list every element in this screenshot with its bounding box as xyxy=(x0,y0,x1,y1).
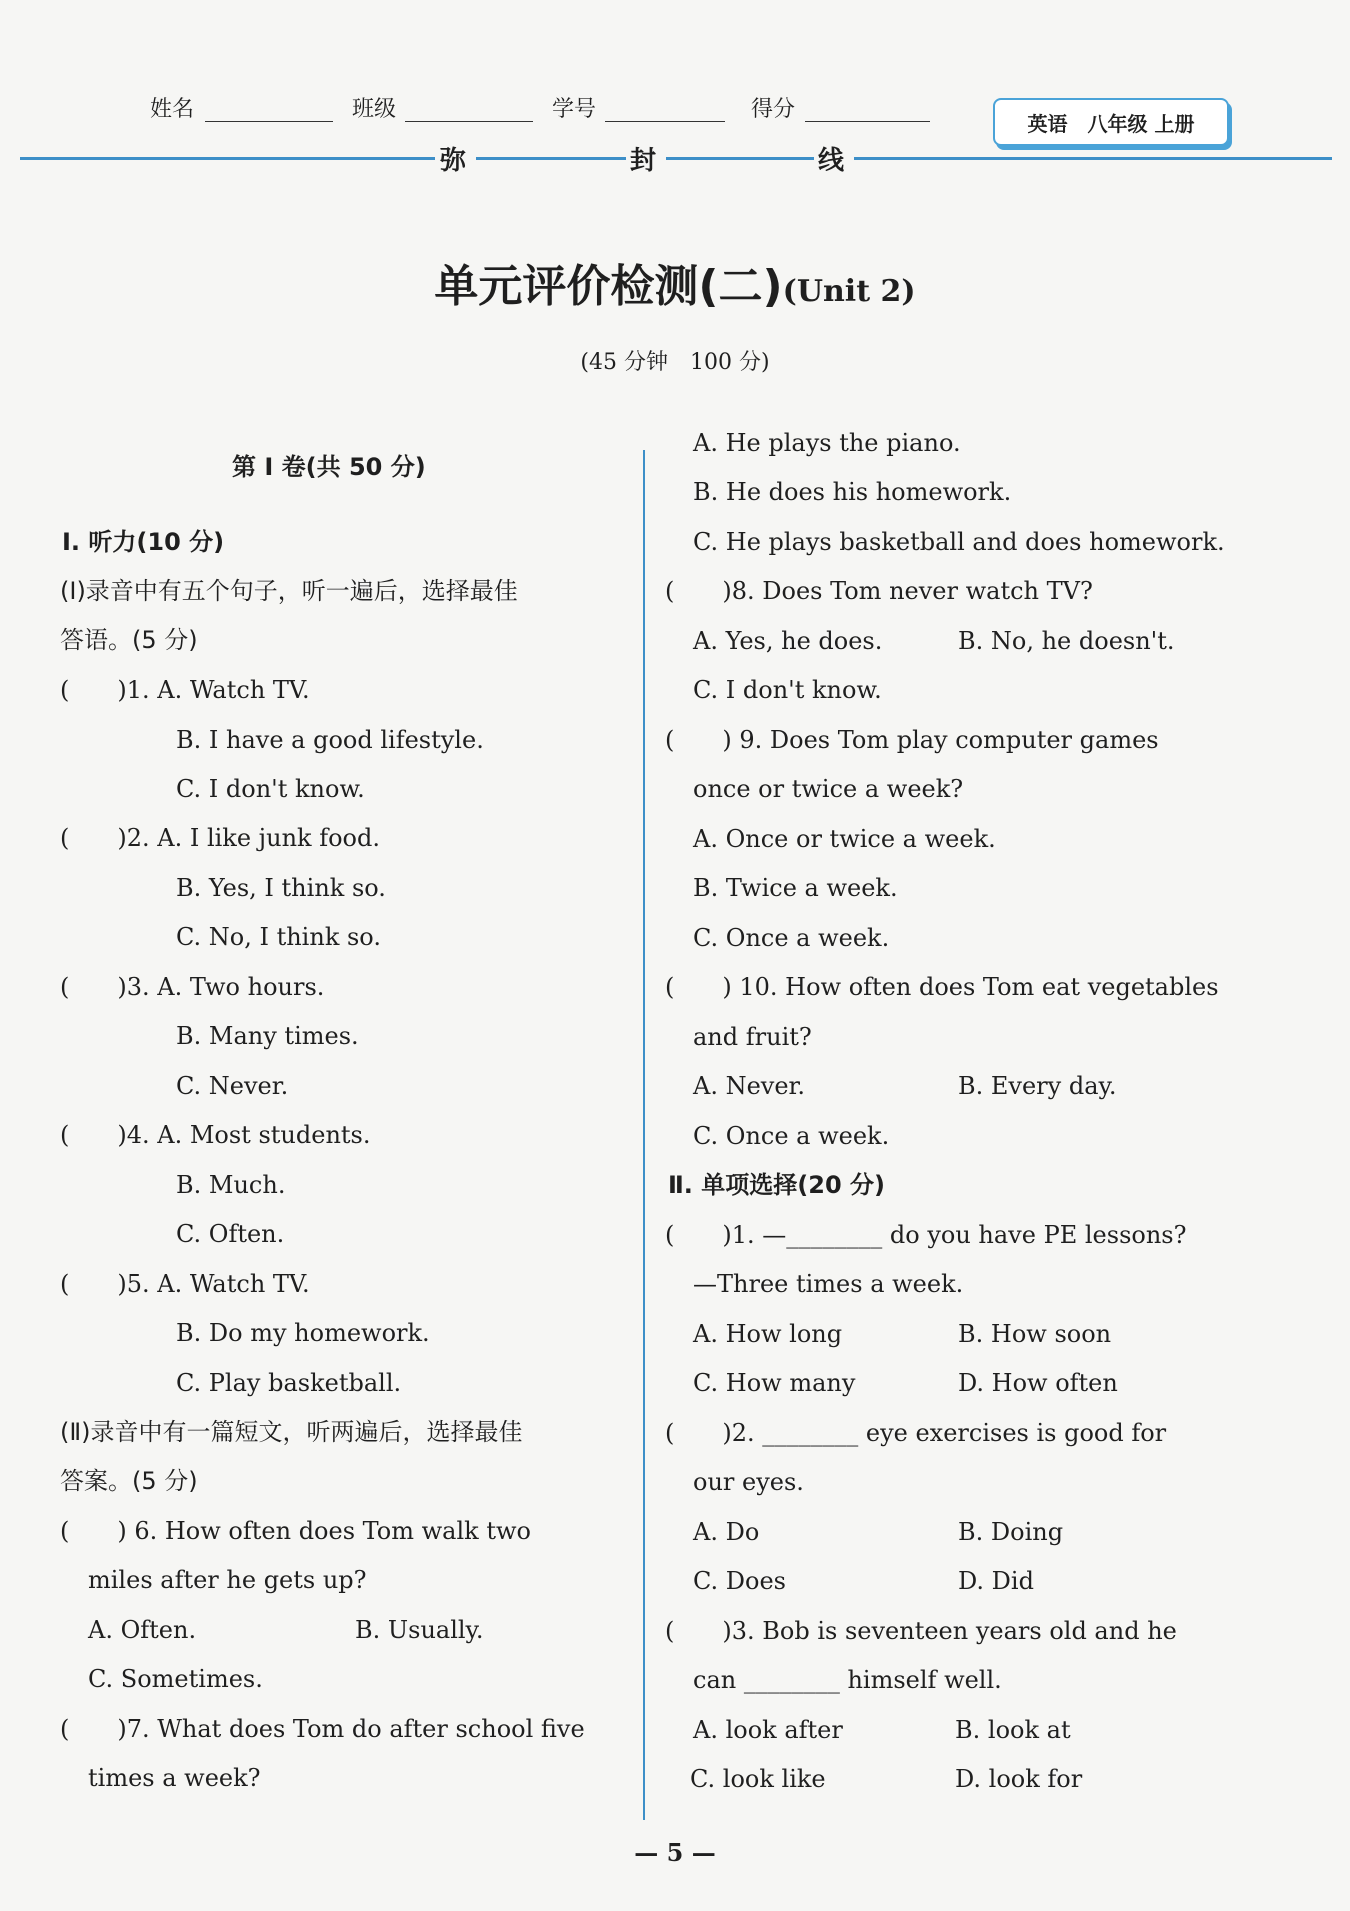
column-divider xyxy=(643,450,645,1820)
seal-line xyxy=(20,157,435,160)
right-line: A. How long xyxy=(693,1320,843,1348)
left-line: B. Many times. xyxy=(176,1022,359,1050)
left-line: ( )5. A. Watch TV. xyxy=(60,1270,310,1298)
right-line: B. look at xyxy=(955,1716,1071,1744)
left-line: C. No, I think so. xyxy=(176,923,381,951)
left-line: B. I have a good lifestyle. xyxy=(176,726,484,754)
right-line: ( )8. Does Tom never watch TV? xyxy=(665,577,1093,605)
right-line: C. Does xyxy=(693,1567,786,1595)
id-label: 学号 xyxy=(552,97,597,122)
right-line: B. Twice a week. xyxy=(693,874,898,902)
name-label: 姓名 xyxy=(150,97,195,122)
right-line: A. Do xyxy=(693,1518,760,1546)
left-line: C. Play basketball. xyxy=(176,1369,402,1397)
seal-line xyxy=(476,157,626,160)
left-line: (Ⅰ)录音中有五个句子，听一遍后，选择最佳 xyxy=(60,577,518,605)
left-line: B. Do my homework. xyxy=(176,1319,430,1347)
left-line: ( )3. A. Two hours. xyxy=(60,973,325,1001)
right-line: B. How soon xyxy=(958,1320,1112,1348)
left-line: 答语。(5 分) xyxy=(60,626,198,654)
right-line: A. He plays the piano. xyxy=(693,429,961,457)
right-line: C. Once a week. xyxy=(693,1122,890,1150)
left-line: C. I don't know. xyxy=(176,775,365,803)
right-line: B. No, he doesn't. xyxy=(958,627,1175,655)
title-unit: (Unit 2) xyxy=(782,274,916,309)
seal-line xyxy=(666,157,814,160)
right-line: A. Once or twice a week. xyxy=(693,825,996,853)
left-line: times a week? xyxy=(88,1764,261,1792)
left-line: B. Usually. xyxy=(355,1616,484,1644)
right-line: C. Once a week. xyxy=(693,924,890,952)
right-line: A. Never. xyxy=(693,1072,806,1100)
class-label: 班级 xyxy=(352,97,397,122)
right-line: B. Doing xyxy=(958,1518,1064,1546)
left-line: ( )7. What does Tom do after school five xyxy=(60,1715,585,1743)
left-line: C. Never. xyxy=(176,1072,289,1100)
page-subtitle: (45 分钟 100 分) xyxy=(580,350,770,375)
right-line: Ⅱ. 单项选择(20 分) xyxy=(668,1171,885,1199)
left-line: 第 Ⅰ 卷(共 50 分) xyxy=(232,453,426,481)
right-line: A. Yes, he does. xyxy=(693,627,883,655)
left-line: B. Yes, I think so. xyxy=(176,874,386,902)
right-line: D. Did xyxy=(958,1567,1034,1595)
page-title xyxy=(0,250,1350,314)
right-line: ( ) 9. Does Tom play computer games xyxy=(665,726,1159,754)
left-line: Ⅰ. 听力(10 分) xyxy=(62,528,225,556)
name-blank[interactable] xyxy=(205,121,333,122)
page-number: — 5 — xyxy=(634,1838,716,1867)
right-line: can ________ himself well. xyxy=(693,1666,1002,1694)
right-line: ( ) 10. How often does Tom eat vegetables xyxy=(665,973,1219,1001)
right-line: A. look after xyxy=(693,1716,843,1744)
left-line: ( )1. A. Watch TV. xyxy=(60,676,310,704)
left-line: ( )2. A. I like junk food. xyxy=(60,824,380,852)
right-line: ( )3. Bob is seventeen years old and he xyxy=(665,1617,1177,1645)
right-line: ( )1. —________ do you have PE lessons? xyxy=(665,1221,1187,1249)
left-line: C. Sometimes. xyxy=(88,1665,263,1693)
right-line: —Three times a week. xyxy=(693,1270,964,1298)
left-line: B. Much. xyxy=(176,1171,286,1199)
seal-char-3: 线 xyxy=(818,146,845,176)
seal-char-1: 弥 xyxy=(440,146,467,176)
score-label: 得分 xyxy=(751,97,796,122)
right-line: D. How often xyxy=(958,1369,1118,1397)
right-line: C. He plays basketball and does homework. xyxy=(693,528,1225,556)
right-line: and fruit? xyxy=(693,1023,812,1051)
right-line: ( )2. ________ eye exercises is good for xyxy=(665,1419,1167,1447)
right-line: our eyes. xyxy=(693,1468,804,1496)
right-line: C. look like xyxy=(690,1765,826,1793)
title-main: 单元评价检测(二) xyxy=(434,261,783,312)
score-blank[interactable] xyxy=(805,121,930,122)
subject-badge: 英语 八年级 上册 xyxy=(993,98,1229,146)
right-line: C. I don't know. xyxy=(693,676,882,704)
left-line: miles after he gets up? xyxy=(88,1566,367,1594)
right-line: B. He does his homework. xyxy=(693,478,1012,506)
left-line: A. Often. xyxy=(88,1616,197,1644)
class-blank[interactable] xyxy=(405,121,533,122)
id-blank[interactable] xyxy=(605,121,725,122)
left-line: C. Often. xyxy=(176,1220,285,1248)
seal-char-2: 封 xyxy=(630,146,657,176)
left-line: (Ⅱ)录音中有一篇短文，听两遍后，选择最佳 xyxy=(60,1418,523,1446)
right-line: once or twice a week? xyxy=(693,775,964,803)
seal-line xyxy=(854,157,1332,160)
left-line: ( )4. A. Most students. xyxy=(60,1121,371,1149)
left-line: ( ) 6. How often does Tom walk two xyxy=(60,1517,531,1545)
right-line: C. How many xyxy=(693,1369,856,1397)
left-line: 答案。(5 分) xyxy=(60,1467,198,1495)
right-line: D. look for xyxy=(955,1765,1083,1793)
right-line: B. Every day. xyxy=(958,1072,1117,1100)
